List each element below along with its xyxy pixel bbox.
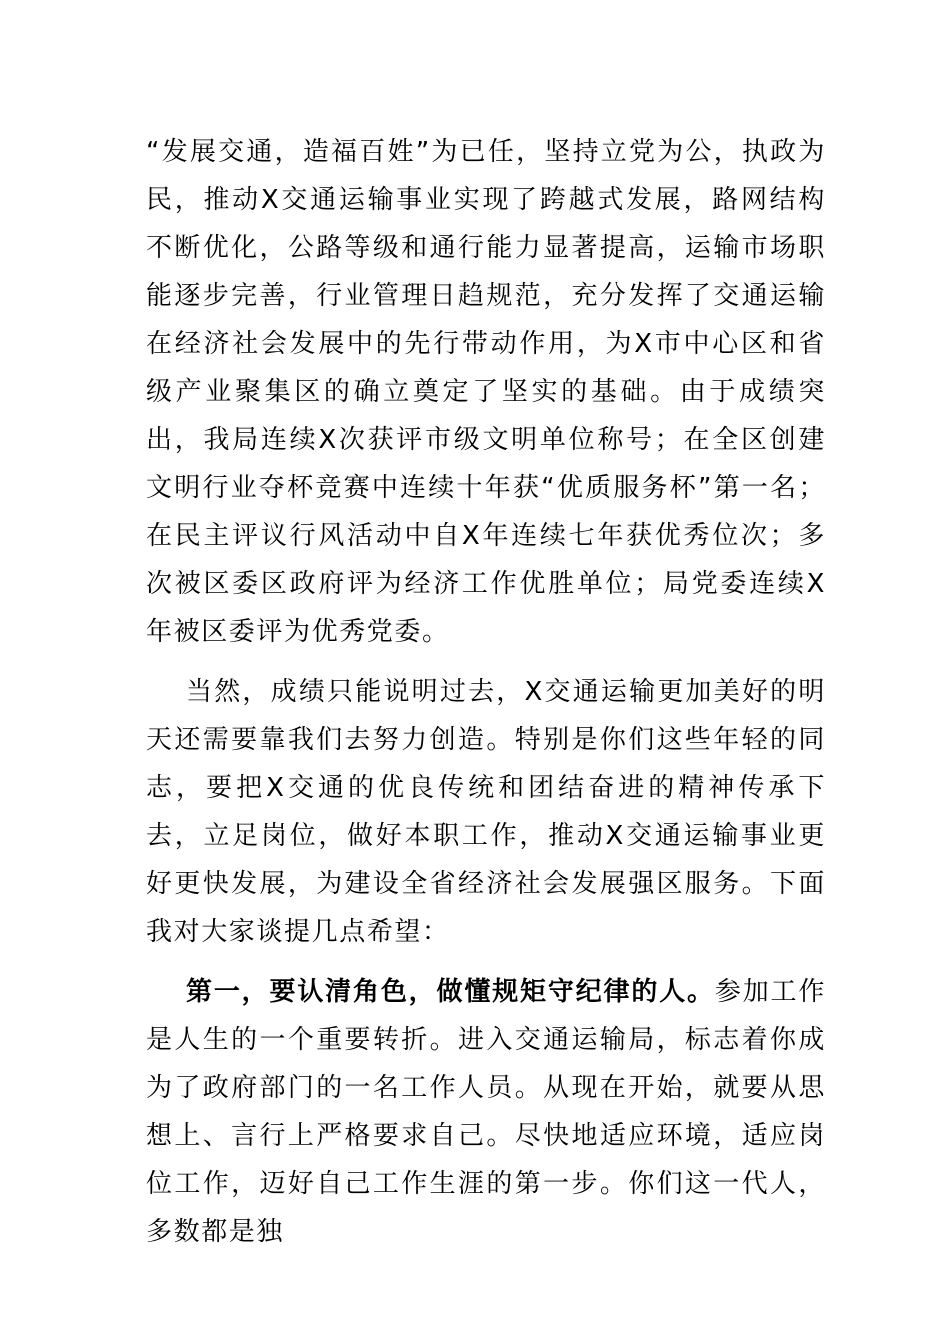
- paragraph-expectations: [146, 668, 826, 956]
- paragraph-achievements: [146, 128, 826, 656]
- paragraph-first-point: [146, 968, 826, 1256]
- first-point-heading: 第一，要认清角色，做懂规矩守纪律的人。: [186, 977, 715, 1007]
- paragraph-expectations-text: 当然，成绩只能说明过去，X交通运输更加美好的明天还需要靠我们去努力创造。特别是你们这些年轻的同志，要把X交通的优良传统和团结奋进的精神传承下去，立足岗位，做好本职工作，推动X交通运输事业更好更快发展，为建设全省经济社会发展强区服务。下面我对大家谈提几点希望：: [146, 677, 826, 947]
- paragraph-achievements-text: “发展交通，造福百姓”为已任，坚持立党为公，执政为民，推动X交通运输事业实现了跨越式发展，路网结构不断优化，公路等级和通行能力显著提高，运输市场职能逐步完善，行业管理日趋规范，充分发挥了交通运输在经济社会发展中的先行带动作用，为X市中心区和省级产业聚集区的确立奠定了坚实的基础。由于成绩突出，我局连续X次获评市级文明单位称号；在全区创建文明行业夺杯竞赛中连续十年获“优质服务杯”第一名；在民主评议行风活动中自X年连续七年获优秀位次；多次被区委区政府评为经济工作优胜单位；局党委连续X年被区委评为优秀党委。: [146, 137, 826, 647]
- first-point-text: 参加工作是人生的一个重要转折。进入交通运输局，标志着你成为了政府部门的一名工作人员。从现在开始，就要从思想上、言行上严格要求自己。尽快地适应环境，适应岗位工作，迈好自己工作生涯的第一步。你们这一代人，多数都是独: [146, 977, 826, 1247]
- document-body: [146, 128, 826, 1256]
